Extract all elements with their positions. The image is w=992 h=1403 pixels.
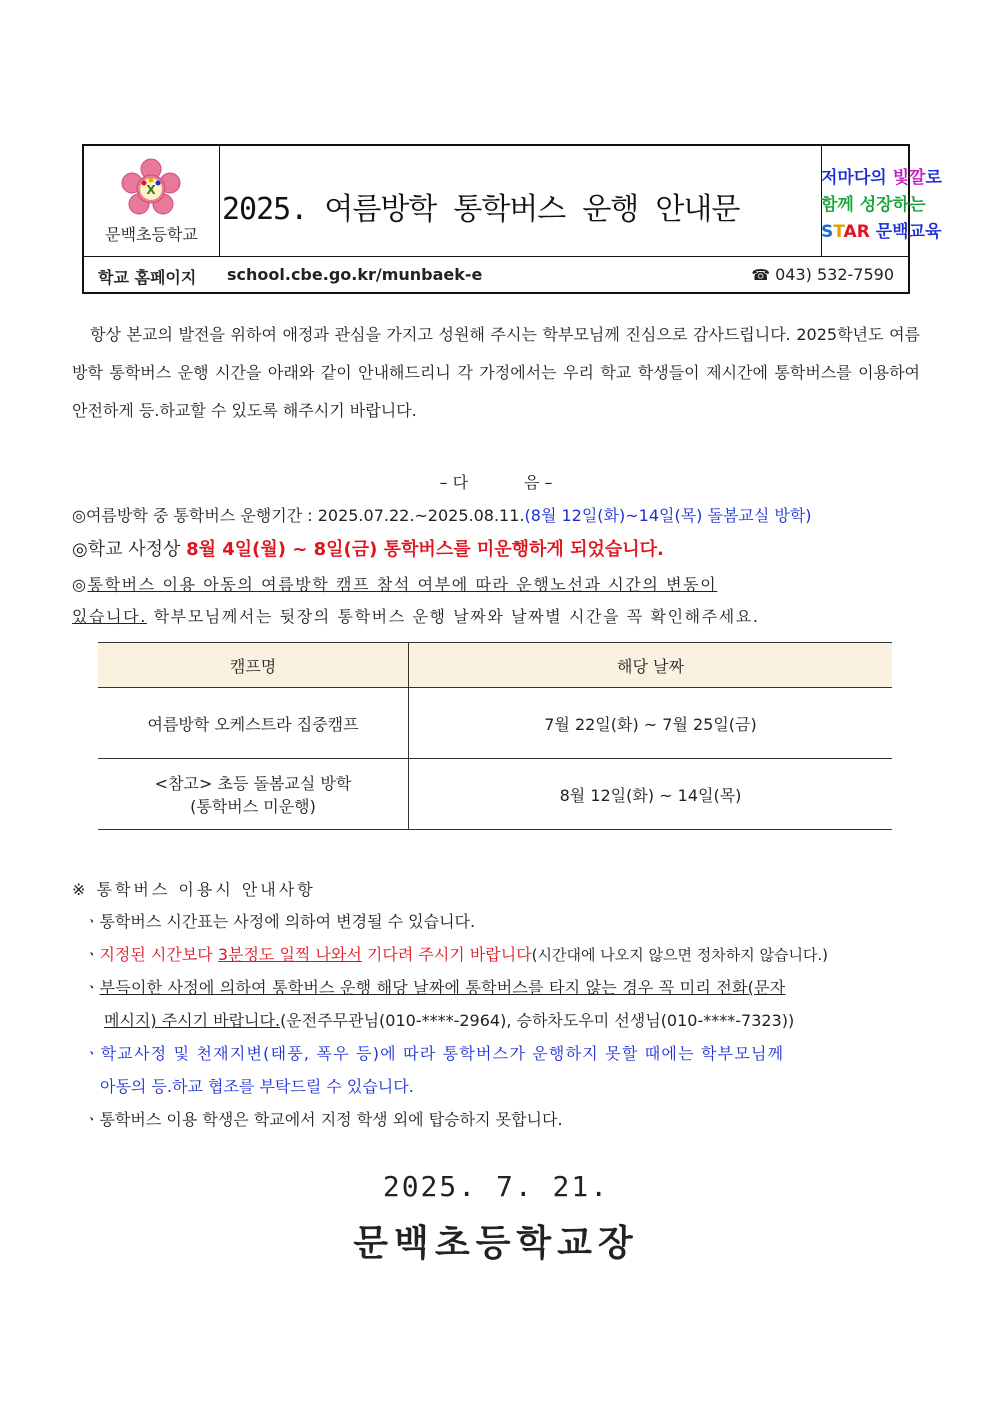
- title-cell: [219, 146, 822, 256]
- guide-bullet-1: ㆍ통학버스 시간표는 사정에 의하여 변경될 수 있습니다.: [84, 912, 476, 931]
- camp-date-cell: 7월 22일(화) ~ 7월 25일(금): [409, 688, 893, 759]
- school-logo-cell: [84, 146, 220, 256]
- service-period-line: ◎여름방학 중 통학버스 운행기간 : 2025.07.22.~2025.08.11.(8월 12일(화)~14일(목) 돌봄교실 방학): [72, 506, 812, 525]
- svg-text:X: X: [146, 183, 156, 197]
- guide-bullet-3-line-1: ㆍ부득이한 사정에 의하여 통학버스 운행 해당 날짜에 통학버스를 타지 않는 경우 꼭 미리 전화(문자: [84, 978, 786, 997]
- document-title: 2025. 여름방학 통학버스 운행 안내문: [222, 192, 740, 227]
- route-change-line-1: ◎통학버스 이용 아동의 여름방학 캠프 참석 여부에 따라 운행노선과 시간의 변동이: [72, 575, 718, 594]
- guide-bullet-3-line-2: 메시지) 주시기 바랍니다.(운전주무관님(010-****-2964), 승하차도우미 선생님(010-****-7323)): [104, 1011, 795, 1030]
- document-date: 2025. 7. 21.: [382, 1170, 610, 1203]
- table-row: [98, 759, 892, 830]
- guide-bullet-4-line-1: ㆍ학교사정 및 천재지변(태풍, 폭우 등)에 따라 통학버스가 운행하지 못할 때에는 학부모님께: [84, 1044, 785, 1063]
- signer-name: 문백초등학교장: [353, 1223, 639, 1264]
- route-change-line-2: 있습니다. 학부모님께서는 뒷장의 통학버스 운행 날짜와 날짜별 시간을 꼭 확인해주세요.: [72, 607, 760, 626]
- table-header-row: [98, 643, 892, 688]
- camp-table: [98, 642, 892, 830]
- suspension-line: ◎학교 사정상 8월 4일(월) ~ 8일(금) 통학버스를 미운행하게 되었습니다.: [72, 539, 664, 560]
- slogan-cell: [821, 146, 942, 256]
- guide-bullet-4-line-2: 아동의 등.하교 협조를 부탁드릴 수 있습니다.: [100, 1077, 414, 1096]
- intro-paragraph: 항상 본교의 발전을 위하여 애정과 관심을 가지고 성원해 주시는 학부모님께 진심으로 감사드립니다. 2025학년도 여름방학 통학버스 운행 시간을 아래와 같이 안내해드리니 각 가정에서는 우리 학교 학생들이 제시간에 통학버스를 이용하여 안전하게 등.하교할 수 있도록 해주시기 바랍니다.: [72, 325, 920, 420]
- homepage-label: 학교 홈페이지: [98, 268, 197, 287]
- camp-name-cell: 여름방학 오케스트라 집중캠프: [98, 688, 409, 759]
- header-contact-row: [84, 256, 908, 294]
- slogan-line-2: 함께 성장하는: [821, 195, 926, 215]
- table-row: [98, 688, 892, 759]
- phone-number: 043) 532-7590: [775, 265, 894, 284]
- table-header-date: 해당 날짜: [409, 643, 893, 688]
- school-name: 문백초등학교: [105, 225, 198, 244]
- slogan-line-3: STAR 문백교육: [821, 222, 942, 242]
- slogan-line-1: 저마다의 빛깔로: [821, 168, 942, 188]
- guide-bullet-5: ㆍ통학버스 이용 학생은 학교에서 지정 학생 외에 탑승하지 못합니다.: [84, 1110, 563, 1129]
- document-header: [82, 144, 942, 294]
- homepage-url[interactable]: school.cbe.go.kr/munbaek-e: [227, 265, 483, 284]
- telephone-icon: ☎: [751, 266, 770, 284]
- notice-heading: – 다 음 –: [439, 473, 553, 492]
- school-phone: [751, 265, 894, 284]
- camp-name-cell: <참고> 초등 돌봄교실 방학 (통학버스 미운행): [98, 759, 409, 830]
- guide-heading: ※ 통학버스 이용시 안내사항: [72, 880, 316, 899]
- table-header-camp: 캠프명: [98, 643, 409, 688]
- guide-bullet-2: ㆍ지정된 시간보다 3분정도 일찍 나와서 기다려 주시기 바랍니다(시간대에 나오지 않으면 정차하지 않습니다.): [84, 945, 829, 964]
- header-top-row: [84, 146, 942, 257]
- school-emblem-icon: [121, 158, 181, 216]
- camp-date-cell: 8월 12일(화) ~ 14일(목): [409, 759, 893, 830]
